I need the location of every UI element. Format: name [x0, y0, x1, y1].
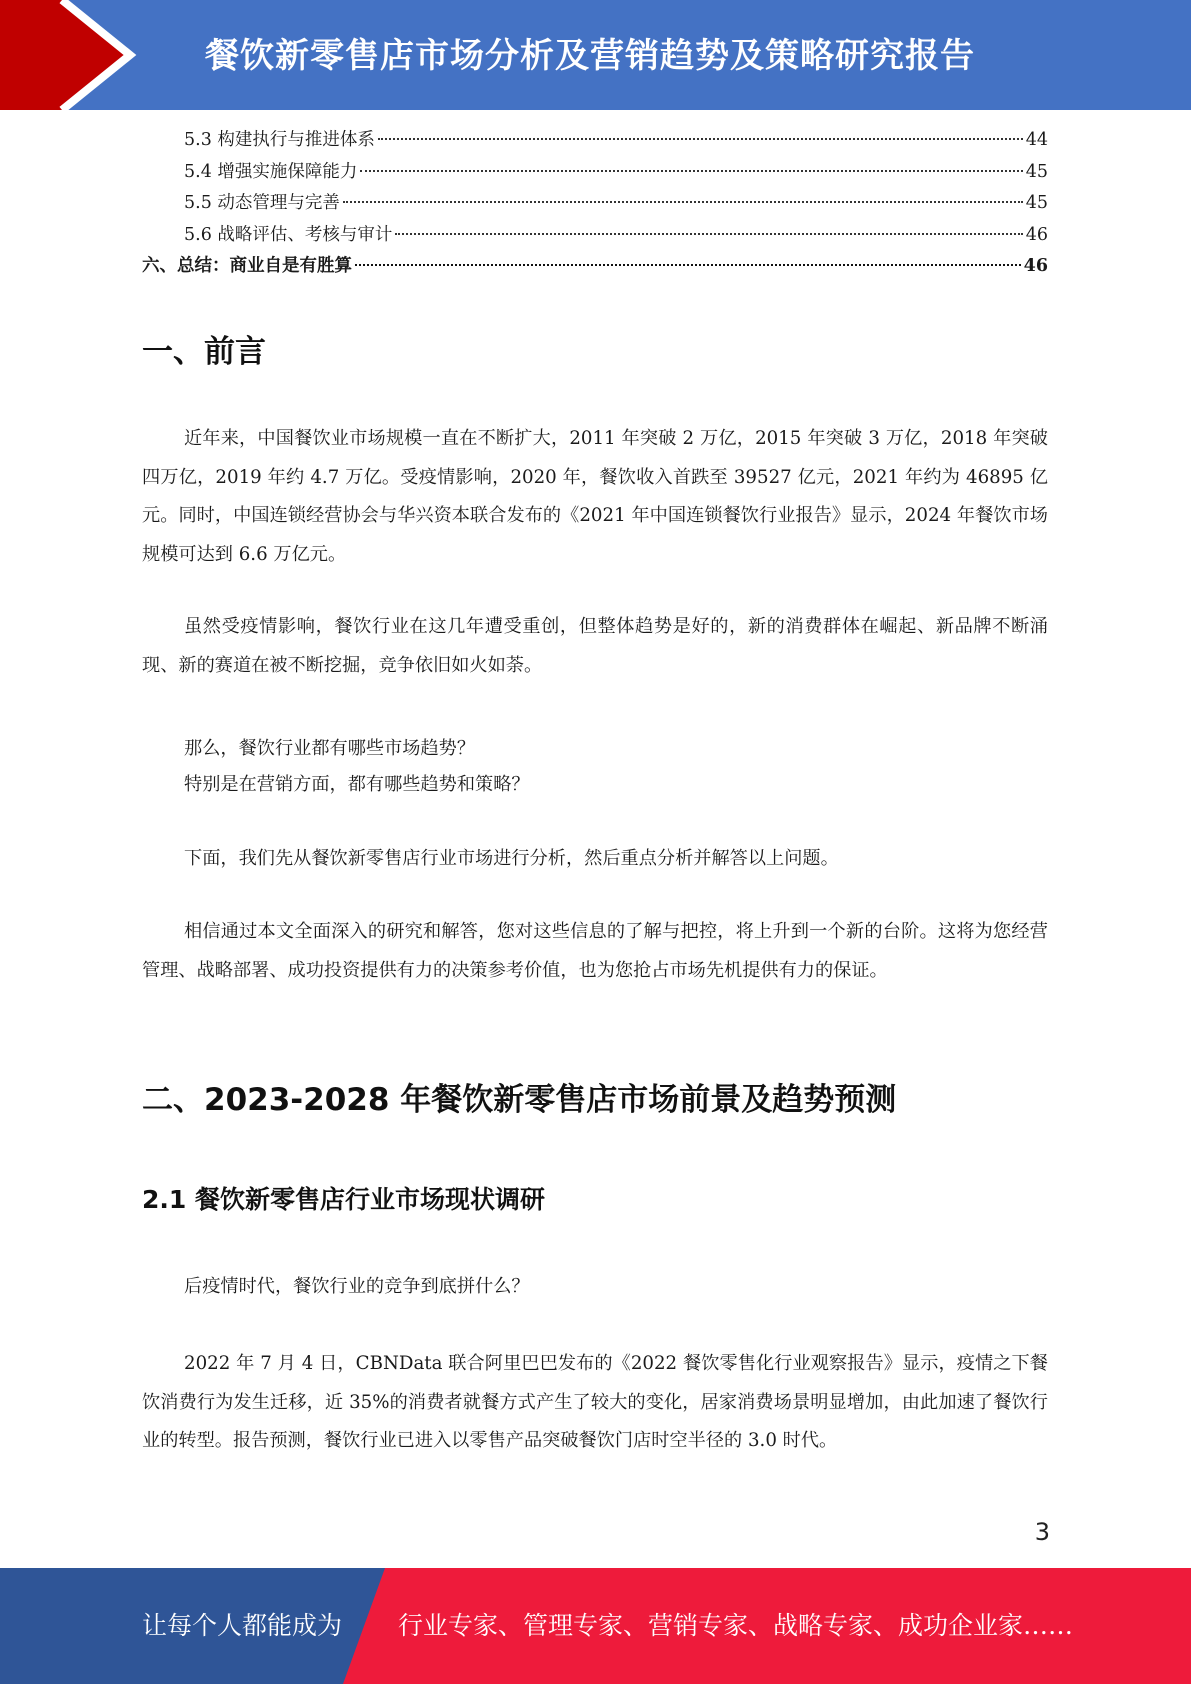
toc-entry-label: 5.3 构建执行与推进体系: [184, 130, 375, 150]
section-heading-preface: 一、前言: [142, 334, 266, 370]
page-number: 3: [1034, 1518, 1050, 1546]
page-footer: [0, 1568, 1191, 1684]
toc-entry-label: 六、总结：商业自是有胜算: [142, 256, 352, 276]
toc-entry-page: 46: [1023, 256, 1048, 276]
paragraph: 相信通过本文全面深入的研究和解答，您对这些信息的了解与把控，将上升到一个新的台阶。这将为您经营管理、战略部署、成功投资提供有力的决策参考价值，也为您抢占市场先机提供有力的保证。: [142, 921, 1048, 981]
toc-entry-page: 46: [1025, 224, 1048, 245]
toc-entry-label: 5.6 战略评估、考核与审计: [184, 224, 393, 245]
table-of-contents: [142, 126, 1048, 284]
toc-leader-dots: [378, 138, 1023, 140]
toc-leader-dots: [360, 170, 1022, 172]
paragraph: 虽然受疫情影响，餐饮行业在这几年遭受重创，但整体趋势是好的，新的消费群体在崛起、新品牌不断涌现、新的赛道在被不断挖掘，竞争依旧如火如荼。: [142, 616, 1048, 676]
footer-slogan-right: 行业专家、管理专家、营销专家、战略专家、成功企业家……: [398, 1611, 1074, 1640]
toc-entry-label: 5.4 增强实施保障能力: [184, 161, 358, 182]
footer-slogan-left: 让每个人都能成为: [142, 1611, 343, 1640]
toc-entry[interactable]: [142, 126, 1048, 158]
header-title: 餐饮新零售店市场分析及营销趋势及策略研究报告: [205, 36, 975, 76]
toc-leader-dots: [355, 264, 1021, 266]
subsection-heading: 2.1 餐饮新零售店行业市场现状调研: [142, 1185, 545, 1214]
toc-leader-dots: [343, 201, 1023, 203]
toc-entry[interactable]: [142, 158, 1048, 190]
paragraph: 后疫情时代，餐饮行业的竞争到底拼什么？: [184, 1276, 530, 1297]
toc-entry-page: 45: [1025, 161, 1048, 182]
section-heading-market-outlook: 二、2023-2028 年餐饮新零售店市场前景及趋势预测: [142, 1082, 897, 1118]
page-header: [0, 0, 1191, 110]
paragraph: 2022 年 7 月 4 日，CBNData 联合阿里巴巴发布的《2022 餐饮零售化行业观察报告》显示，疫情之下餐饮消费行为发生迁移，近 35%的消费者就餐方式产生了较大的变化，居家消费场景明显增加，由此加速了餐饮行业的转型。报告预测，餐饮行业已进入以零售产品突破餐饮门店时空半径的 3.0 时代。: [142, 1353, 1048, 1451]
toc-entry-page: 44: [1025, 130, 1048, 150]
paragraph: 近年来，中国餐饮业市场规模一直在不断扩大，2011 年突破 2 万亿，2015 年突破 3 万亿，2018 年突破四万亿，2019 年约 4.7 万亿。受疫情影响，2020 年，餐饮收入首跌至 39527 亿元，2021 年约为 46895 亿元。同时，中国连锁经营协会与华兴资本联合发布的《2021 年中国连锁餐饮行业报告》显示，2024 年餐饮市场规模可达到 6.6 万亿元。: [142, 428, 1048, 565]
toc-entry-label: 5.5 动态管理与完善: [184, 193, 340, 213]
question-line: 特别是在营销方面，都有哪些趋势和策略？: [184, 774, 530, 795]
toc-entry-page: 45: [1025, 193, 1048, 213]
question-line: 那么，餐饮行业都有哪些市场趋势？: [184, 738, 476, 759]
paragraph: 下面，我们先从餐饮新零售店行业市场进行分析，然后重点分析并解答以上问题。: [184, 848, 839, 869]
toc-entry[interactable]: [142, 252, 1048, 284]
toc-entry[interactable]: [142, 221, 1048, 253]
toc-leader-dots: [395, 233, 1022, 235]
toc-entry[interactable]: [142, 189, 1048, 221]
